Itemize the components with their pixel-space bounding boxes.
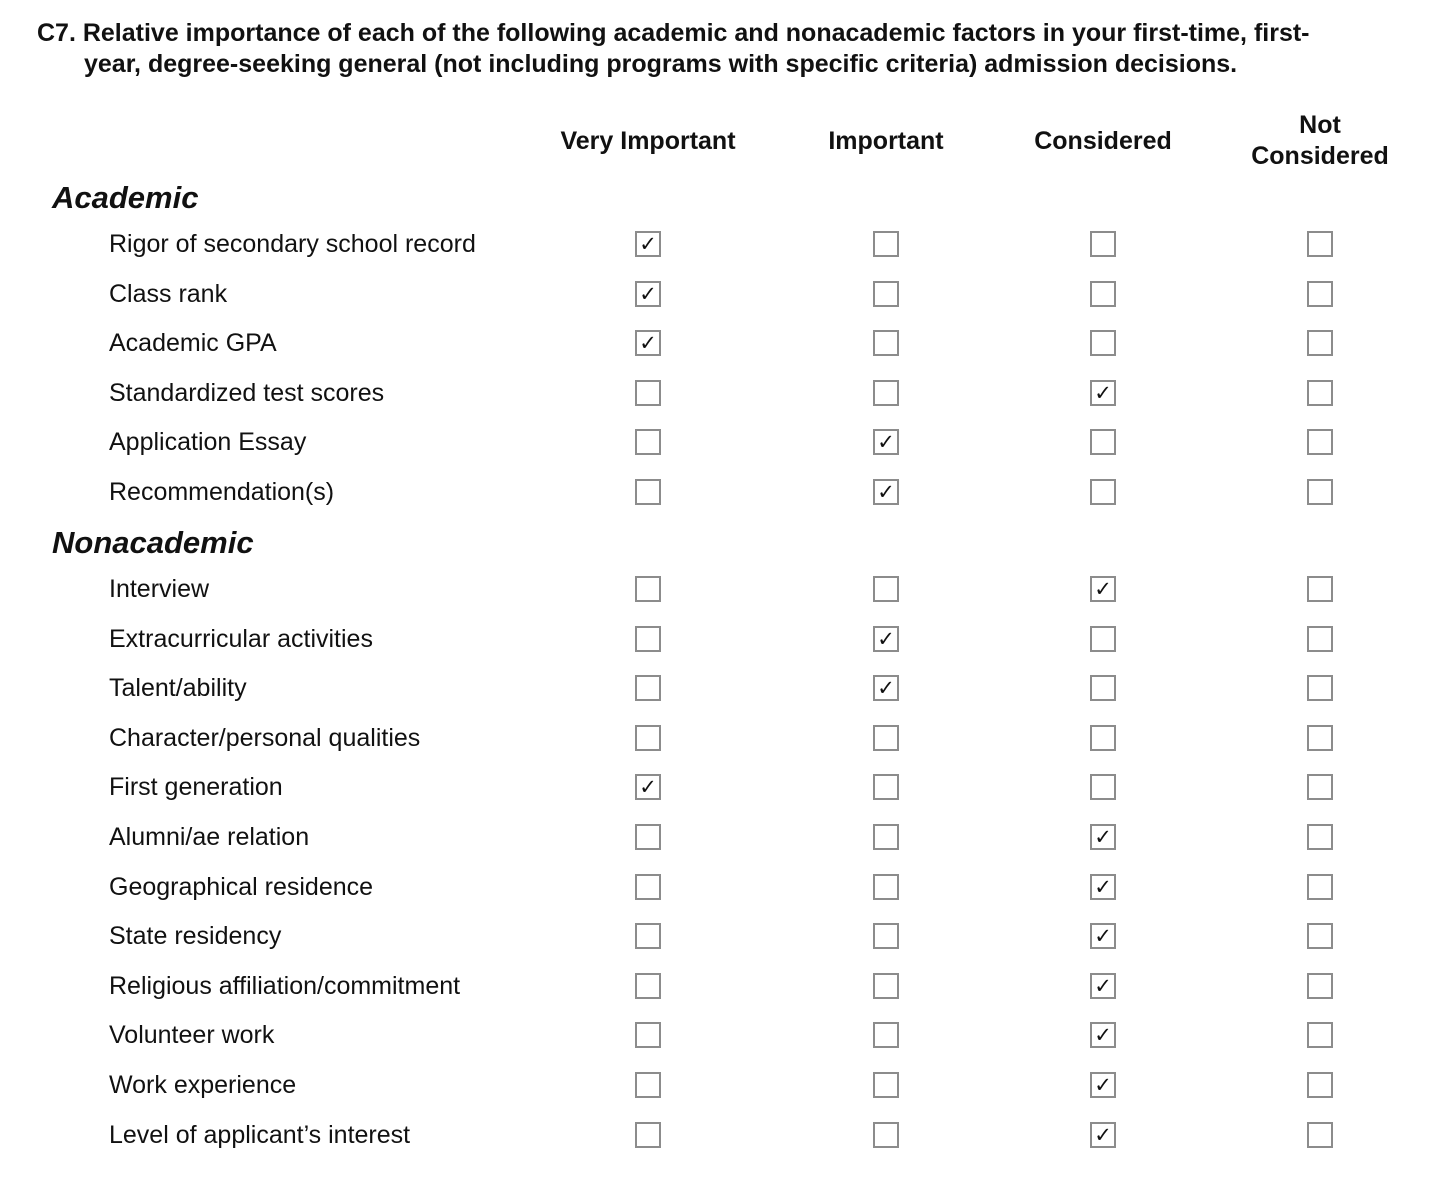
column-header-line: Considered (1034, 127, 1172, 155)
checkbox-very-important[interactable] (635, 824, 661, 850)
checkbox-considered[interactable]: ✓ (1090, 923, 1116, 949)
checkbox-not-considered[interactable] (1307, 479, 1333, 505)
checkbox-not-considered[interactable] (1307, 1122, 1333, 1148)
factor-label: Alumni/ae relation (109, 823, 310, 851)
factor-label: Work experience (109, 1071, 297, 1099)
checkbox-not-considered[interactable] (1307, 380, 1333, 406)
checkbox-considered[interactable] (1090, 774, 1116, 800)
checkbox-not-considered[interactable] (1307, 1022, 1333, 1048)
factor-label: Character/personal qualities (109, 723, 421, 752)
column-header-line: Important (828, 127, 944, 155)
checkbox-considered[interactable]: ✓ (1090, 576, 1116, 602)
checkbox-very-important[interactable] (635, 675, 661, 701)
column-header-line: Not (1299, 111, 1341, 139)
checkbox-important[interactable] (873, 973, 899, 999)
factor-label: Standardized test scores (109, 378, 385, 407)
factor-label: Volunteer work (109, 1021, 275, 1050)
factor-label: Interview (109, 575, 210, 603)
checkbox-important[interactable] (873, 380, 899, 406)
checkbox-considered[interactable] (1090, 231, 1116, 257)
checkbox-not-considered[interactable] (1307, 429, 1333, 455)
question-text (37, 18, 1397, 80)
checkbox-not-considered[interactable] (1307, 874, 1333, 900)
checkbox-very-important[interactable] (635, 479, 661, 505)
checkbox-very-important[interactable]: ✓ (635, 330, 661, 356)
checkbox-very-important[interactable] (635, 1072, 661, 1098)
section-title-nonacademic: Nonacademic (52, 525, 254, 560)
factor-label: Talent/ability (109, 674, 247, 703)
checkbox-very-important[interactable] (635, 1022, 661, 1048)
checkbox-considered[interactable]: ✓ (1090, 1022, 1116, 1048)
checkbox-important[interactable] (873, 281, 899, 307)
factor-label: Geographical residence (109, 872, 374, 901)
checkbox-important[interactable]: ✓ (873, 429, 899, 455)
column-header-very-important (538, 126, 758, 157)
checkbox-considered[interactable] (1090, 479, 1116, 505)
checkbox-considered[interactable]: ✓ (1090, 824, 1116, 850)
column-header-line: Very Important (560, 127, 736, 155)
checkbox-important[interactable] (873, 725, 899, 751)
checkbox-not-considered[interactable] (1307, 774, 1333, 800)
factor-label: Academic GPA (109, 329, 277, 358)
checkbox-considered[interactable]: ✓ (1090, 1122, 1116, 1148)
factor-label: Extracurricular activities (109, 624, 373, 653)
checkbox-considered[interactable] (1090, 330, 1116, 356)
checkbox-not-considered[interactable] (1307, 973, 1333, 999)
factor-label: Class rank (109, 279, 228, 308)
checkbox-important[interactable] (873, 576, 899, 602)
checkbox-very-important[interactable]: ✓ (635, 774, 661, 800)
checkbox-not-considered[interactable] (1307, 725, 1333, 751)
checkbox-very-important[interactable] (635, 923, 661, 949)
checkbox-considered[interactable] (1090, 281, 1116, 307)
checkbox-considered[interactable]: ✓ (1090, 1072, 1116, 1098)
checkbox-important[interactable] (873, 874, 899, 900)
factor-label: Level of applicant’s interest (109, 1120, 411, 1149)
checkbox-very-important[interactable] (635, 576, 661, 602)
checkbox-not-considered[interactable] (1307, 576, 1333, 602)
checkbox-considered[interactable] (1090, 725, 1116, 751)
checkbox-not-considered[interactable] (1307, 923, 1333, 949)
checkbox-considered[interactable]: ✓ (1090, 874, 1116, 900)
checkbox-very-important[interactable]: ✓ (635, 231, 661, 257)
factor-label: First generation (109, 773, 283, 802)
checkbox-important[interactable] (873, 330, 899, 356)
checkbox-important[interactable] (873, 1072, 899, 1098)
checkbox-not-considered[interactable] (1307, 824, 1333, 850)
factor-label: Application Essay (109, 428, 307, 457)
checkbox-very-important[interactable] (635, 626, 661, 652)
question-line-1: C7. Relative importance of each of the following academic and nonacademic factors in your first-time, first- (37, 19, 1310, 47)
checkbox-very-important[interactable] (635, 1122, 661, 1148)
checkbox-very-important[interactable] (635, 429, 661, 455)
checkbox-very-important[interactable]: ✓ (635, 281, 661, 307)
checkbox-considered[interactable] (1090, 626, 1116, 652)
checkbox-important[interactable]: ✓ (873, 626, 899, 652)
checkbox-considered[interactable] (1090, 675, 1116, 701)
checkbox-important[interactable] (873, 231, 899, 257)
column-header-not-considered (1210, 110, 1430, 172)
checkbox-important[interactable]: ✓ (873, 479, 899, 505)
checkbox-considered[interactable]: ✓ (1090, 380, 1116, 406)
checkbox-important[interactable] (873, 1122, 899, 1148)
column-header-considered (993, 126, 1213, 157)
checkbox-not-considered[interactable] (1307, 231, 1333, 257)
checkbox-considered[interactable]: ✓ (1090, 973, 1116, 999)
checkbox-very-important[interactable] (635, 874, 661, 900)
checkbox-not-considered[interactable] (1307, 626, 1333, 652)
question-line-2: year, degree-seeking general (not including programs with specific criteria) admission decisions. (84, 50, 1238, 78)
checkbox-important[interactable] (873, 1022, 899, 1048)
section-title-academic: Academic (52, 180, 199, 215)
checkbox-not-considered[interactable] (1307, 675, 1333, 701)
checkbox-not-considered[interactable] (1307, 1072, 1333, 1098)
checkbox-important[interactable]: ✓ (873, 675, 899, 701)
factor-label: Rigor of secondary school record (109, 230, 476, 258)
factor-label: State residency (109, 922, 282, 951)
checkbox-very-important[interactable] (635, 380, 661, 406)
column-header-line: Considered (1251, 142, 1389, 170)
checkbox-considered[interactable] (1090, 429, 1116, 455)
checkbox-important[interactable] (873, 774, 899, 800)
checkbox-not-considered[interactable] (1307, 330, 1333, 356)
checkbox-important[interactable] (873, 923, 899, 949)
factor-label: Recommendation(s) (109, 478, 335, 506)
checkbox-very-important[interactable] (635, 973, 661, 999)
checkbox-important[interactable] (873, 824, 899, 850)
factor-label: Religious affiliation/commitment (109, 971, 461, 1000)
checkbox-not-considered[interactable] (1307, 281, 1333, 307)
checkbox-very-important[interactable] (635, 725, 661, 751)
column-header-important (776, 126, 996, 157)
